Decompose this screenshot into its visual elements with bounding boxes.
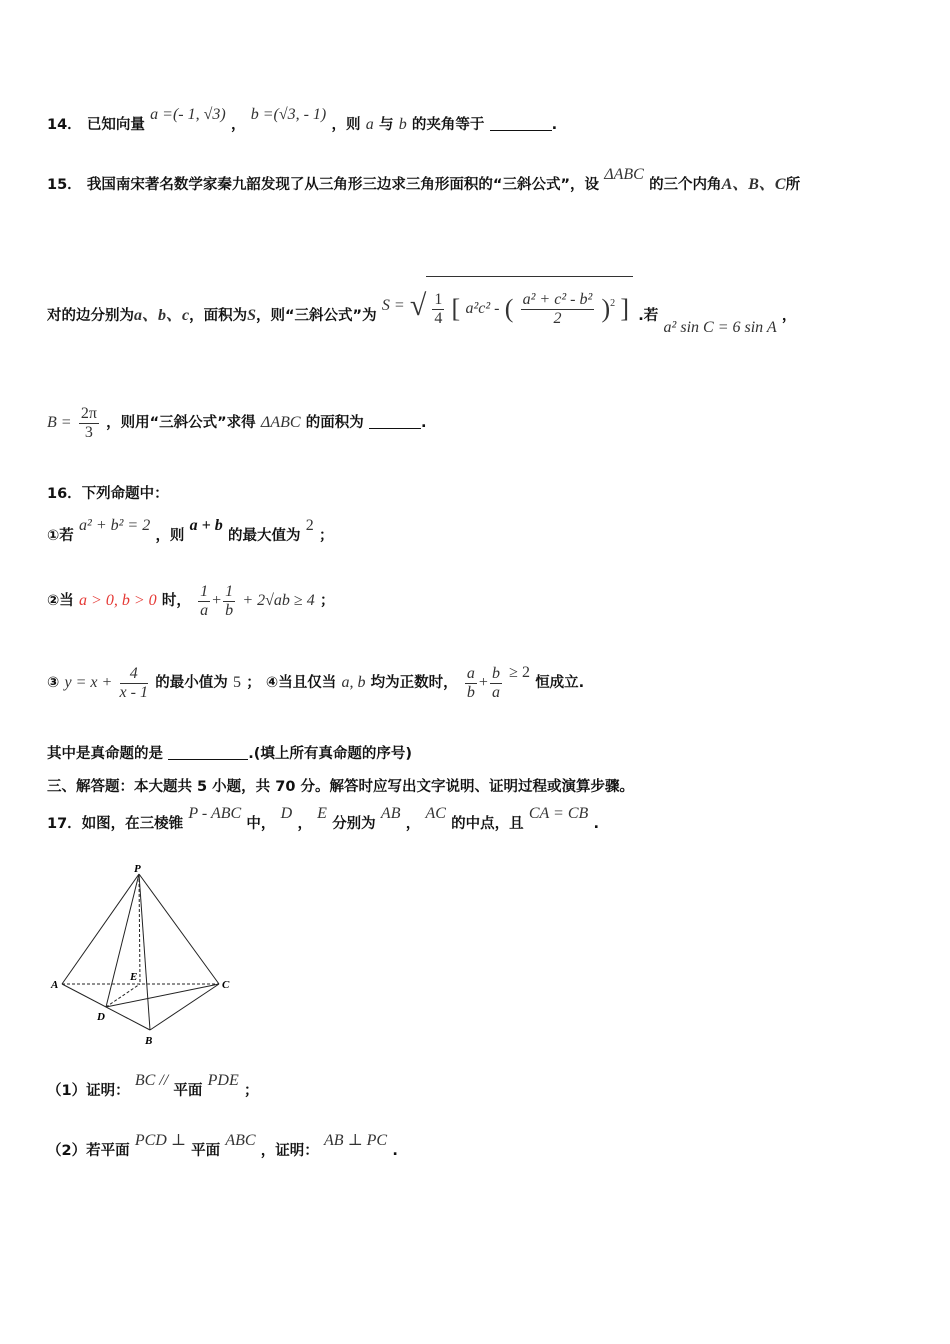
q17-number: 17． — [47, 816, 82, 832]
q15-number: 15． — [47, 177, 82, 193]
q14-number: 14． — [47, 117, 82, 133]
label-D: D — [97, 1011, 105, 1023]
question-17: 17．如图，在三棱锥 P - ABC 中， D ， E 分别为 AB ， AC 的中点，且 CA = CB . — [47, 805, 600, 832]
q16-item-2: ②当 a > 0, b > 0 时， $\frac{1}{a}$ + $\frac{1}{b}$ + 2√ab ≥ 4 ； — [47, 582, 335, 619]
answer-blank-14[interactable] — [490, 116, 552, 131]
edge-PC — [139, 874, 219, 984]
label-C: C — [222, 979, 230, 991]
q16-item-1: ①若 a² + b² = 2 ，则 a + b 的最大值为 2 ； — [47, 517, 334, 544]
label-P: P — [134, 863, 141, 875]
question-15-line3: B = $\frac{2\pi}{3}$ ，则用“三斜公式”求得 ΔABC 的面积为 . — [47, 404, 427, 441]
question-15-line2: 对的边分别为a、b、c，面积为S，则“三斜公式”为 S = √ $\frac{1}{4}$ [ a²c² - ( $\frac{\text{a² + c² - b²}}{2}$ )$^2$ ] .若 a² sin C = 6 sin A ， — [47, 286, 796, 336]
edge-PD — [106, 874, 139, 1007]
condition-formula: a² sin C = 6 sin A — [663, 319, 777, 336]
q16-item-3-4: ③ y = x + $\frac{4}{x - 1}$ 的最小值为 5 ； ④当且仅当 a, b 均为正数时， $\frac{a}{b}$ + $\frac{b}{a}$ ≥ 2 恒成立. — [47, 664, 585, 701]
edge-PB — [139, 874, 150, 1030]
label-A: A — [51, 979, 59, 991]
q16-footer: 其中是真命题的是 .(填上所有真命题的序号) — [47, 746, 412, 762]
question-14: 14． 已知向量 a =(- 1, √3) ， b =(√3, - 1) ，则 a 与 b 的夹角等于 . — [47, 106, 558, 133]
label-B: B — [145, 1035, 153, 1047]
answer-blank-16[interactable] — [168, 745, 248, 760]
heron-qin-formula: S = √ $\frac{1}{4}$ [ a²c² - ( $\frac{\text{a² + c² - b²}}{2}$ )$^2$ ] — [382, 276, 633, 336]
vector-a-def: a =(- 1, √3) — [150, 106, 226, 123]
q17-part-2: （2）若平面 PCD ⊥ 平面 ABC ，证明： AB ⊥ PC . — [47, 1132, 398, 1159]
q16-number: 16． — [47, 486, 82, 502]
question-16-title: 16．下列命题中： — [47, 486, 169, 502]
pyramid-figure — [47, 862, 247, 1052]
edge-PA — [62, 874, 139, 984]
label-E: E — [130, 971, 138, 983]
answer-blank-15[interactable] — [369, 414, 421, 429]
q17-part-1: （1）证明： BC // 平面 PDE ； — [47, 1072, 259, 1099]
question-15-line1: 15． 我国南宋著名数学家秦九韶发现了从三角形三边求三角形面积的“三斜公式”，设 ΔABC 的三个内角A、B、C所 — [47, 166, 801, 193]
vector-b-def: b =(√3, - 1) — [250, 106, 327, 123]
section-3-heading: 三、解答题：本大题共 5 小题，共 70 分。解答时应写出文字说明、证明过程或演算步骤。 — [47, 779, 634, 795]
